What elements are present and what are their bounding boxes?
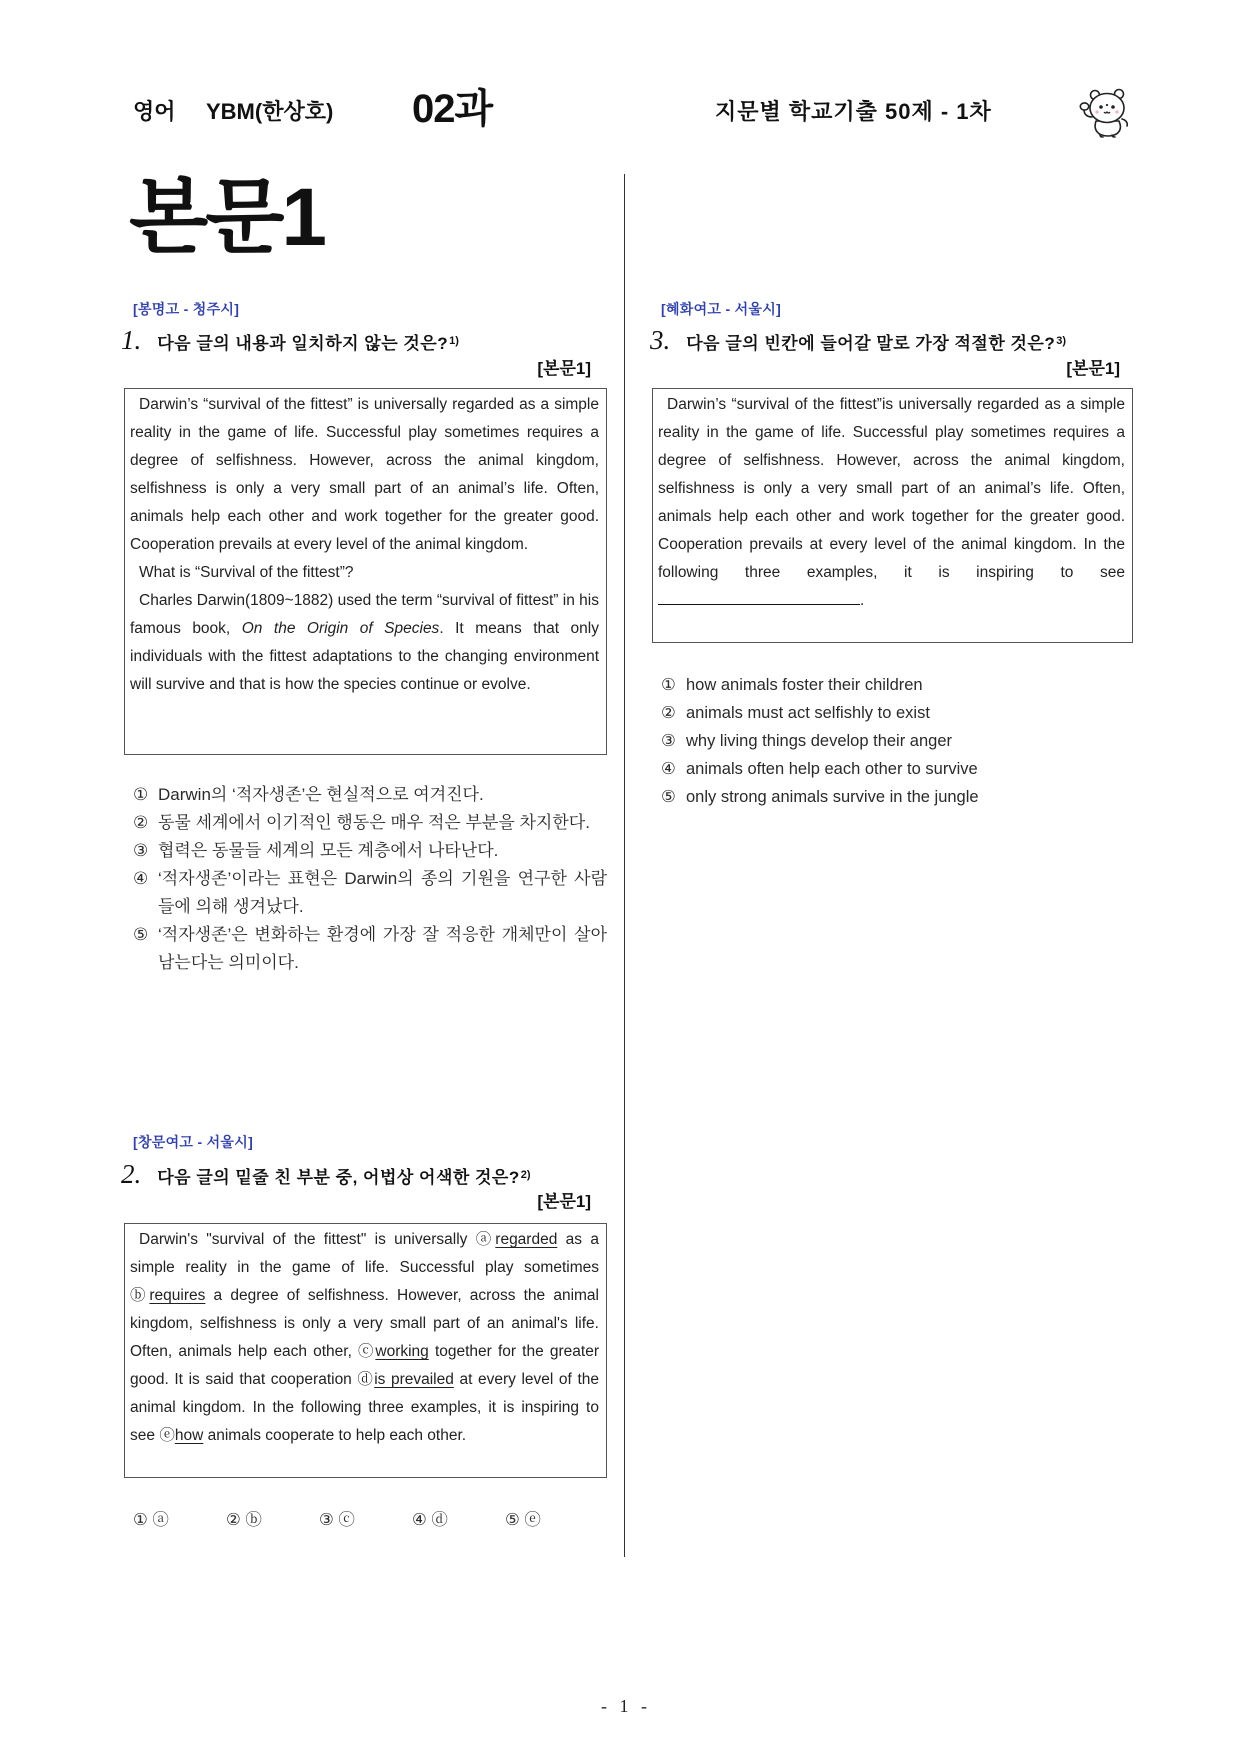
passage-text: Darwin's "survival of the fittest" is universally (139, 1231, 468, 1248)
question-2 (121, 1132, 607, 1534)
option-text: how animals foster their children (686, 676, 923, 694)
question-source: [창문여고 - 서울시] (133, 1134, 254, 1150)
answer-option (133, 1506, 226, 1534)
option-text: 동물 세계에서 이기적인 행동은 매우 적은 부분을 차지한다. (158, 813, 590, 832)
question-heading (121, 1159, 607, 1189)
answer-blank (658, 591, 860, 605)
underlined-word: how (174, 1427, 204, 1444)
option-text: ⓔ (524, 1511, 541, 1529)
option-marker: ② (226, 1511, 241, 1529)
answer-option (124, 865, 607, 921)
option-marker: ③ (661, 732, 676, 750)
underlined-word: working (375, 1343, 429, 1360)
series-title: 지문별 학교기출 50제 - 1차 (715, 99, 992, 124)
answer-option (226, 1506, 319, 1534)
underlined-word: regarded (495, 1231, 558, 1248)
option-marker: ④ (412, 1511, 427, 1529)
option-text: ⓐ (152, 1511, 169, 1529)
bear-mascot-icon (1078, 86, 1132, 138)
question-source: [봉명고 - 청주시] (133, 301, 240, 317)
lesson-number: 02과 (412, 87, 493, 131)
option-text: animals must act selfishly to exist (686, 704, 930, 722)
option-text: animals often help each other to survive (686, 760, 978, 778)
underline-marker: ⓑ (130, 1287, 150, 1304)
footnote-ref: 1) (449, 335, 459, 347)
option-text: 협력은 동물들 세계의 모든 계층에서 나타난다. (158, 841, 499, 860)
option-marker: ⑤ (661, 788, 676, 806)
passage-box (124, 388, 607, 755)
option-text: ⓓ (431, 1511, 448, 1529)
option-marker: ① (133, 1511, 148, 1529)
option-marker: ② (133, 813, 149, 832)
option-text: ⓒ (338, 1511, 355, 1529)
answer-option (319, 1506, 412, 1534)
column-divider (624, 174, 625, 1557)
question-number: 3. (650, 325, 671, 355)
answer-option (412, 1506, 505, 1534)
passage-paragraph: Darwin’s “survival of the fittest” is universally regarded as a simple reality in the game of life. Successful play sometimes requires a degree of selfishness. However, across the animal kingdom, selfishness is only a very small part of an animal’s life. Often, animals help each other and work together for the greater good. Cooperation prevails at every level of the animal kingdom. (130, 396, 599, 553)
answer-options (652, 671, 1133, 811)
passage-box (124, 1223, 607, 1478)
underlined-word: requires (149, 1287, 206, 1304)
answer-options (124, 781, 607, 977)
underline-marker: ⓐ (475, 1231, 496, 1248)
option-marker: ④ (661, 760, 676, 778)
subject-label: 영어 (133, 99, 176, 124)
question-number: 2. (121, 1159, 142, 1189)
answer-option (652, 671, 1133, 699)
option-marker: ① (133, 785, 149, 804)
answer-options (124, 1506, 607, 1534)
passage-paragraph (130, 1226, 599, 1450)
question-1 (121, 299, 607, 977)
passage-paragraph: What is “Survival of the fittest”? (139, 564, 354, 581)
option-text: ‘적자생존’은 변화하는 환경에 가장 잘 적응한 개체만이 살아남는다는 의미이다. (158, 925, 607, 972)
option-text: ‘적자생존’이라는 표현은 Darwin의 종의 기원을 연구한 사람들에 의해 생겨났다. (158, 869, 607, 916)
answer-option (652, 727, 1133, 755)
answer-option (124, 809, 607, 837)
answer-option (124, 837, 607, 865)
passage-paragraph (658, 391, 1125, 615)
option-marker: ③ (319, 1511, 334, 1529)
underline-marker: ⓔ (159, 1427, 175, 1444)
passage-text: together for the greater good. It is said that cooperation (130, 1343, 599, 1388)
option-text: ⓑ (245, 1511, 262, 1529)
question-number: 1. (121, 325, 142, 355)
page-number: - 1 - (601, 1696, 647, 1716)
passage-text: Charles Darwin(1809~1882) used the term “survival of fittest” in his famous book, (130, 592, 599, 637)
question-prompt: 다음 글의 빈칸에 들어갈 말로 가장 적절한 것은? (686, 334, 1056, 353)
passage-text: at every level of the animal kingdom. In the following three examples, it is inspiring to see (130, 1371, 599, 1444)
passage-text: Darwin’s “survival of the fittest”is universally regarded as a simple reality in the game of life. Successful play sometimes requires a degree of selfishness. However, across the animal kingdom, selfishness is only a very small part of an animal’s life. Often, animals help each other and work together for the greater good. Cooperation prevails at every level of the animal kingdom. In the following three examples, it is inspiring to see (658, 396, 1125, 581)
passage-tag: [본문1] (1066, 359, 1120, 378)
footnote-ref: 3) (1056, 335, 1066, 347)
answer-option (124, 781, 607, 809)
question-prompt: 다음 글의 밑줄 친 부분 중, 어법상 어색한 것은? (157, 1168, 520, 1187)
passage-paragraph (130, 587, 599, 699)
answer-option (652, 783, 1133, 811)
underline-marker: ⓒ (358, 1343, 376, 1360)
passage-text: . (860, 592, 865, 609)
passage-box (652, 388, 1133, 643)
question-heading (121, 325, 607, 355)
answer-option (124, 921, 607, 977)
answer-option (505, 1506, 598, 1534)
question-prompt: 다음 글의 내용과 일치하지 않는 것은? (157, 334, 449, 353)
option-text: Darwin의 ‘적자생존’은 현실적으로 여겨진다. (158, 785, 484, 804)
answer-option (652, 755, 1133, 783)
question-source: [혜화여고 - 서울시] (661, 301, 782, 317)
passage-text: a degree of selfishness. However, across the animal kingdom, selfishness is only a very small part of an animal's life. Often, animals help each other, (130, 1287, 599, 1360)
footnote-ref: 2) (520, 1169, 531, 1181)
option-marker: ⑤ (133, 925, 149, 944)
passage-text: animals cooperate to help each other. (207, 1427, 467, 1444)
underlined-word: is prevailed (374, 1371, 454, 1388)
underline-marker: ⓓ (357, 1371, 375, 1388)
book-title: On the Origin of Species (241, 620, 440, 637)
option-text: why living things develop their anger (686, 732, 952, 750)
passage-tag: [본문1] (537, 359, 591, 378)
section-title: 본문1 (129, 172, 325, 263)
option-marker: ① (661, 676, 676, 694)
question-heading (650, 325, 1133, 355)
option-marker: ④ (133, 869, 149, 888)
option-marker: ⑤ (505, 1511, 520, 1529)
option-marker: ③ (133, 841, 149, 860)
passage-text: . It means that only individuals with the fittest adaptations to the changing environment will survive and that is how the species continue or evolve. (130, 620, 599, 693)
textbook-label: YBM(한상호) (206, 99, 334, 124)
option-text: only strong animals survive in the jungle (686, 788, 979, 806)
question-3 (652, 299, 1133, 811)
passage-tag: [본문1] (537, 1192, 591, 1211)
answer-option (652, 699, 1133, 727)
passage-text: as a simple reality in the game of life. Successful play sometimes (130, 1231, 599, 1276)
option-marker: ② (661, 704, 676, 722)
